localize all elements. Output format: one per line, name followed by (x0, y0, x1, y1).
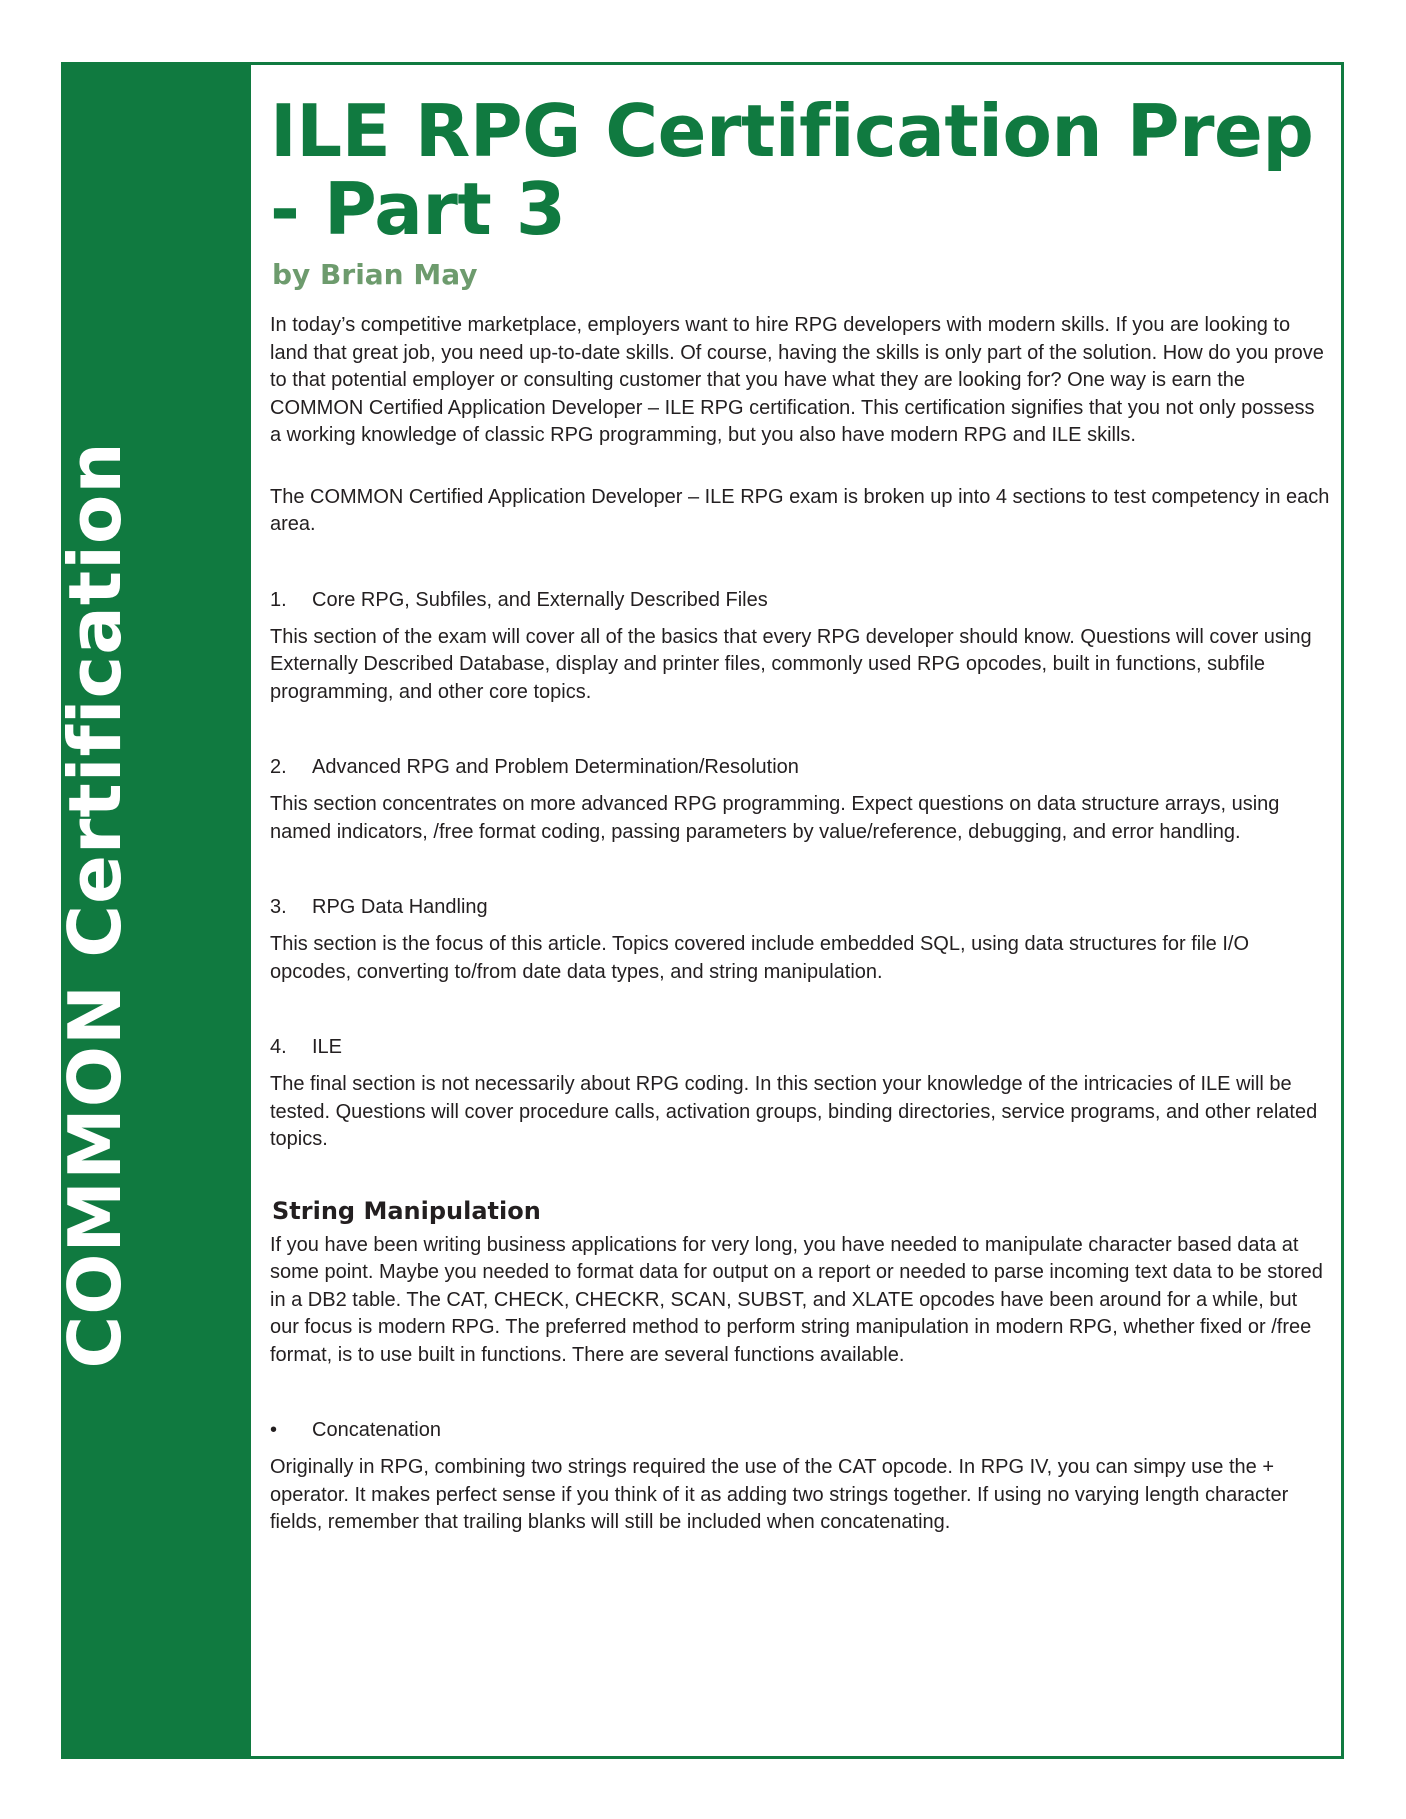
section-body: This section is the focus of this article. Topics covered include embedded SQL, using data structures for file I/O opcodes, converting to/from date data types, and string manipulation. (270, 933, 1250, 983)
section-number: 1. (270, 588, 287, 611)
intro-paragraph: The COMMON Certified Application Developer – ILE RPG exam is broken up into 4 sections to test competency in each area. (270, 485, 1330, 535)
string-manipulation-body: If you have been writing business applications for very long, you have needed to manipulate character based data at some point. Maybe you needed to format data for output on a report or needed to parse incoming text data to be stored in a DB2 table. The CAT, CHECK, CHECKR, SCAN, SUBST, and XLATE opcodes have been around for a while, but our focus is modern RPG. The preferred method to perform string manipulation in modern RPG, whether fixed or /free format, is to use built in functions. There are several functions available. (270, 1233, 1323, 1366)
exam-section-1 (270, 587, 1330, 707)
bullet-heading (270, 1417, 1330, 1444)
sidebar-vertical-label: COMMON Certification (53, 441, 137, 1369)
concatenation-item (270, 1417, 1330, 1537)
section-heading (270, 1034, 1330, 1061)
section-heading (270, 894, 1330, 921)
article-title: ILE RPG Certification Prep - Part 3 (270, 89, 1314, 251)
section-number: 2. (270, 756, 287, 778)
exam-section-3 (270, 894, 1330, 986)
bullet-body: Originally in RPG, combining two strings required the use of the CAT opcode. In RPG IV, you can simpy use the + operator. It makes perfect sense if you think of it as adding two strings together. If using no varying length character fields, remember that trailing blanks will still be included when concatenating. (270, 1456, 1289, 1533)
bullet-icon: • (270, 1419, 278, 1441)
section-title: Core RPG, Subfiles, and Externally Described Files (312, 588, 768, 611)
bullet-title: Concatenation (312, 1419, 441, 1441)
section-title: RPG Data Handling (312, 896, 488, 918)
section-body: This section of the exam will cover all of the basics that every RPG developer should know. Questions will cover using Externally Described Database, display and printer files, commonly used RPG opcodes, built in functions, subfile programming, and other core topics. (270, 625, 1312, 703)
article-byline: by Brian May (272, 258, 478, 291)
section-number: 4. (270, 1036, 287, 1058)
string-manipulation-heading: String Manipulation (272, 1196, 541, 1225)
section-heading (270, 587, 1330, 614)
intro-paragraph: In today’s competitive marketplace, employers want to hire RPG developers with modern skills. If you are looking to land that great job, you need up-to-date skills. Of course, having the skills is only part of the solution. How do you prove to that potential employer or consulting customer that you have what they are looking for? One way is earn the COMMON Certified Application Developer – ILE RPG certification. This certification signifies that you not only possess a working knowledge of classic RPG programming, but you also have modern RPG and ILE skills. (270, 314, 1324, 446)
section-title: ILE (312, 1036, 343, 1058)
section-number: 3. (270, 896, 287, 918)
exam-section-2 (270, 754, 1330, 846)
section-body: The final section is not necessarily about RPG coding. In this section your knowledge of the intricacies of ILE will be tested. Questions will cover procedure calls, activation groups, binding directories, service programs, and other related topics. (270, 1073, 1318, 1150)
section-heading (270, 754, 1330, 781)
section-title: Advanced RPG and Problem Determination/Resolution (312, 756, 799, 778)
article-body (270, 89, 1330, 1537)
exam-section-4 (270, 1034, 1330, 1154)
section-body: This section concentrates on more advanced RPG programming. Expect questions on data structure arrays, using named indicators, /free format coding, passing parameters by value/reference, debugging, and error handling. (270, 793, 1280, 843)
